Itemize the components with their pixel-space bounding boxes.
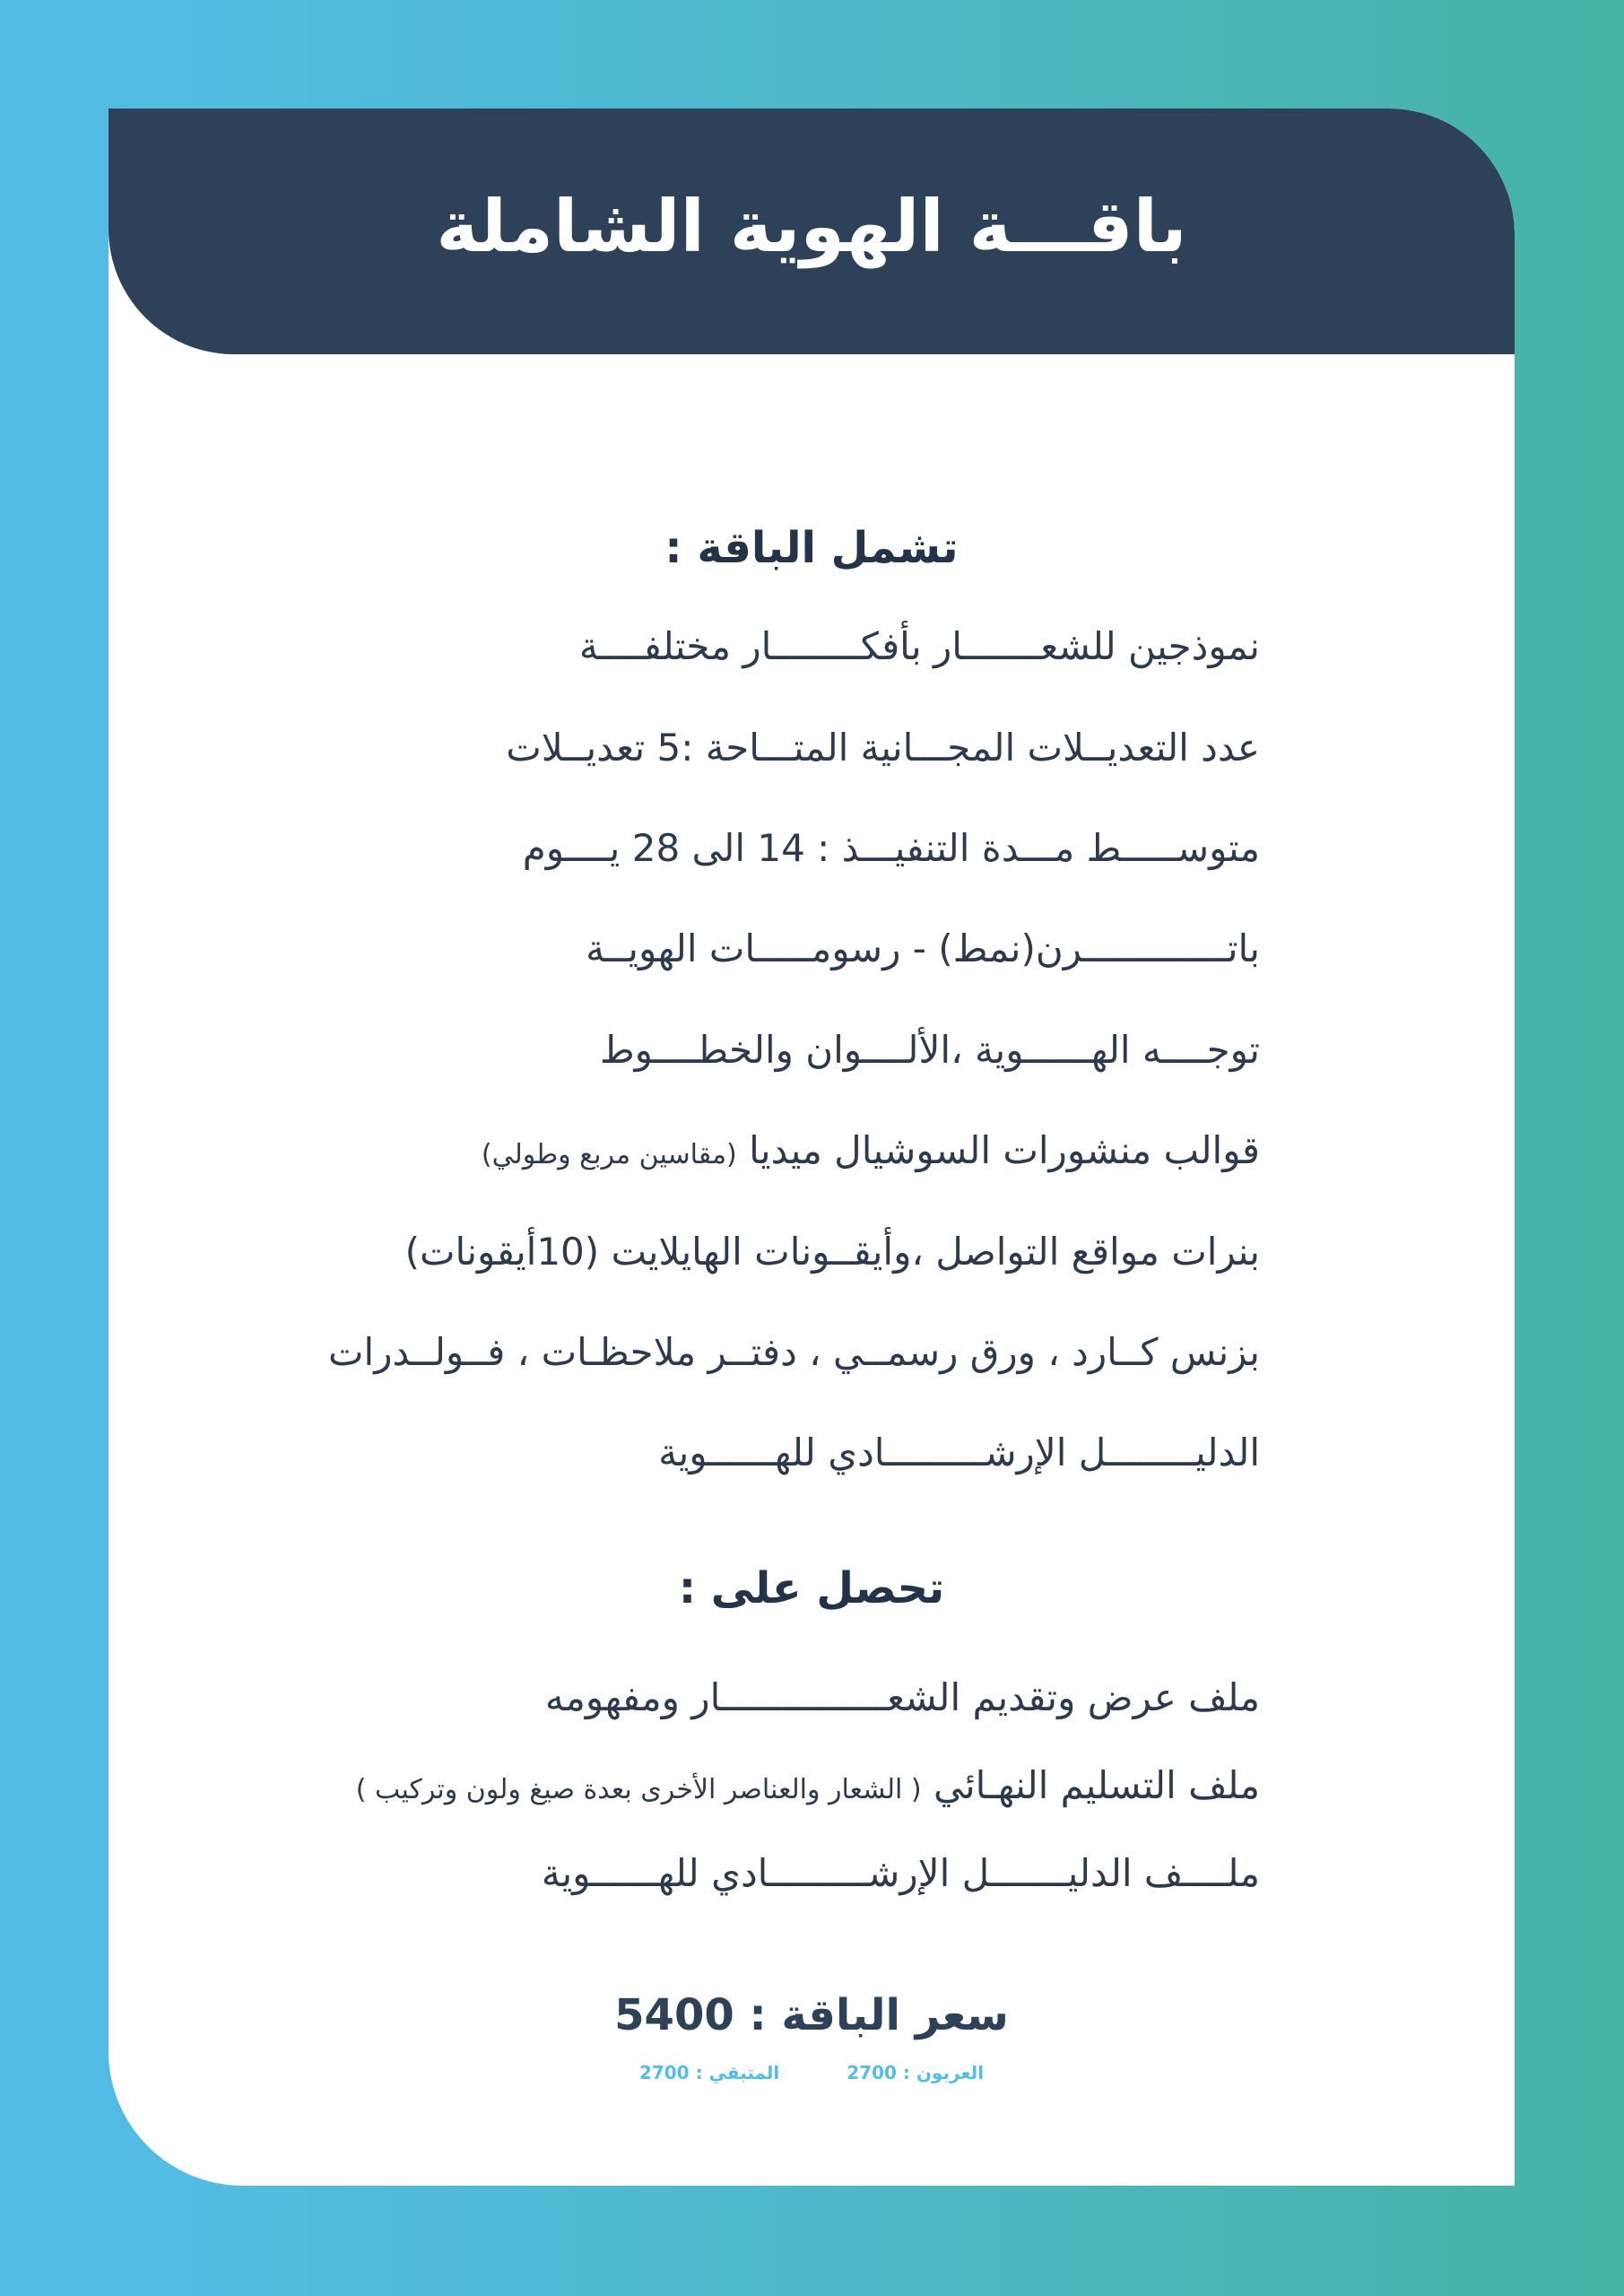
list-item: قوالب منشورات السوشيال ميديا (مقاسين مربع وطولي) [481,1128,1260,1172]
package-card [109,109,1515,2186]
list-item: نموذجين للشعـــــــار بأفكــــــــار مختلفــــة [578,624,1260,668]
item-note: (مقاسين مربع وطولي) [481,1139,737,1170]
item-note: ( الشعار والعناصر الأخرى بعدة صيغ ولون وتركيب ) [355,1774,922,1805]
payment-breakdown [363,2062,1260,2083]
list-item: متوســـــط مـــدة التنفيـــذ : 14 الى 28 يــــوم [522,826,1260,870]
list-item: ملف التسليم النهـائي ( الشعار والعناصر الأخرى بعدة صيغ ولون وتركيب ) [355,1763,1260,1807]
list-item: بزنس كــارد ، ورق رسمــي ، دفتــر ملاحظـات ، فــولــدرات [327,1330,1260,1374]
list-item: ملــــف الدليـــــــل الإرشـــــــــادي للهــــــوية [541,1851,1260,1895]
list-item: بنرات مواقع التواصل ،وأيقــونات الهايلايت (10أيقونات) [404,1230,1260,1274]
list-item: توجــــه الهــــــوية ،الألــــوان والخطــــوط [599,1028,1260,1072]
list-item: عدد التعديــلات المجـــانية المتـــاحة :5 تعديــلات [506,726,1260,770]
page-title: باقـــة الهوية الشاملة [436,184,1187,268]
list-item: ملف عرض وتقديم الشعـــــــــــــــار ومفهومه [544,1675,1260,1719]
package-price: سعر الباقة : 5400 [614,1990,1009,2040]
list-item: باتـــــــــــــرن(نمط) - رسومـــــات الهويــة [586,926,1260,970]
deliverables-heading: تحصل على : [678,1563,945,1613]
deposit-amount: العربون : 2700 [847,2062,985,2083]
header-banner [109,109,1515,354]
includes-heading: تشمل الباقة : [664,523,959,573]
list-item: الدليــــــــل الإرشـــــــــادي للهــــــوية [658,1431,1260,1474]
remaining-amount: المتبقي : 2700 [638,2062,780,2083]
